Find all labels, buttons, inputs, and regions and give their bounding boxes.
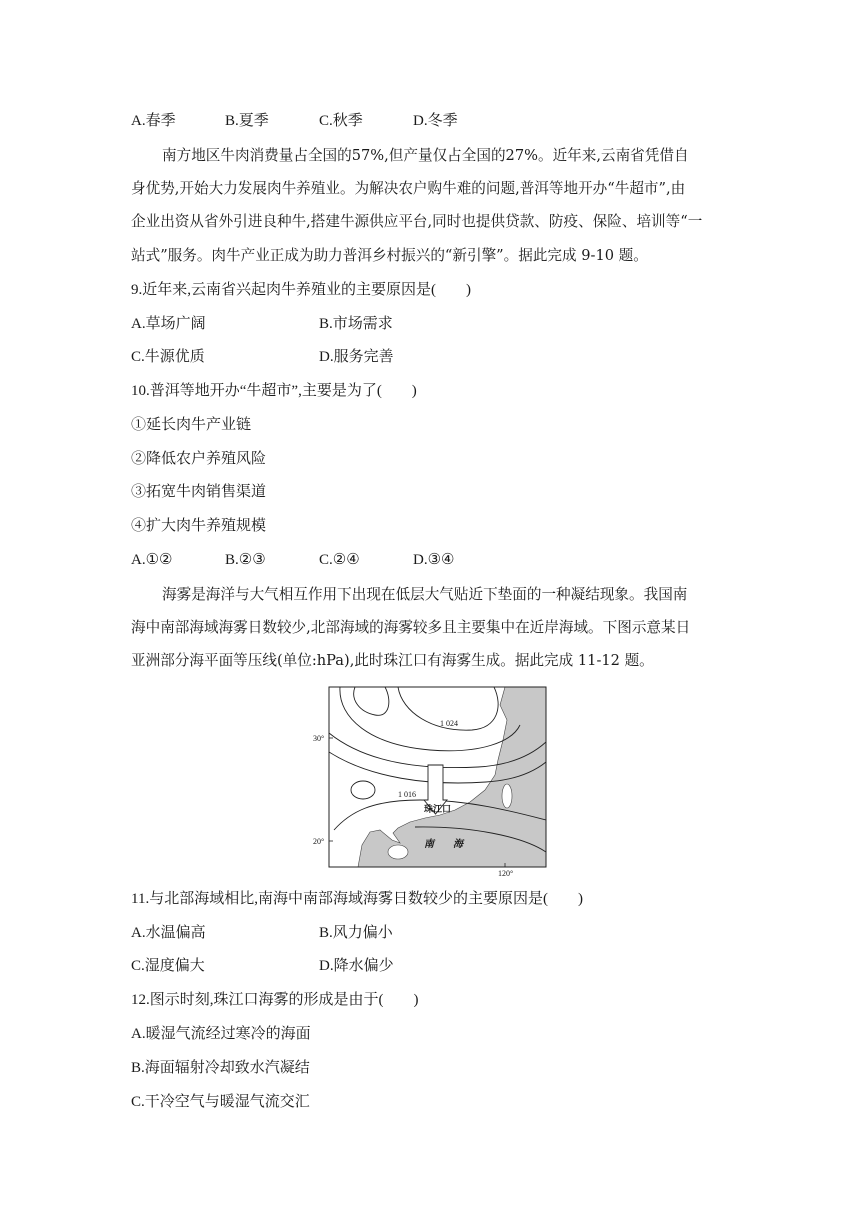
q9-option-a: A.草场广阔 <box>131 316 206 332</box>
q12-option-b: B.海面辐射冷却致水汽凝结 <box>131 1060 310 1076</box>
isobar-map <box>300 680 560 885</box>
q12-option-c: C.干冷空气与暖湿气流交汇 <box>131 1094 310 1110</box>
q10-stem: 10.普洱等地开办“牛超市”,主要是为了( ) <box>131 383 417 399</box>
sea-label-2: 海 <box>453 839 463 850</box>
q10-statement-1: ①延长肉牛产业链 <box>131 417 252 433</box>
isobar-label-1016: 1 016 <box>398 790 416 799</box>
estuary-label: 珠江口 <box>424 804 452 814</box>
q8-option-a: A.春季 <box>131 113 176 129</box>
hainan-island <box>388 845 408 859</box>
q11-option-b: B.风力偏小 <box>319 925 393 941</box>
q8-option-c: C.秋季 <box>319 113 363 129</box>
passage-11-12-line-2: 海中南部海域海雾日数较少,北部海域的海雾较多且主要集中在近岸海域。下图示意某日 <box>131 619 691 636</box>
q12-option-a: A.暖湿气流经过寒冷的海面 <box>131 1026 311 1042</box>
passage-9-10-line-1: 南方地区牛肉消费量占全国的57%,但产量仅占全国的27%。近年来,云南省凭借自 <box>162 147 689 164</box>
passage-11-12-line-3: 亚洲部分海平面等压线(单位:hPa),此时珠江口有海雾生成。据此完成 11-12 题。 <box>131 652 654 669</box>
latitude-label-30: 30° <box>313 734 325 743</box>
q11-stem: 11.与北部海域相比,南海中南部海域海雾日数较少的主要原因是( ) <box>131 891 583 907</box>
passage-11-12-line-1: 海雾是海洋与大气相互作用下出现在低层大气贴近下垫面的一种凝结现象。我国南 <box>162 586 688 603</box>
q11-option-a: A.水温偏高 <box>131 925 206 941</box>
longitude-label-120: 120° <box>498 869 514 878</box>
passage-9-10-line-3: 企业出资从省外引进良种牛,搭建牛源供应平台,同时也提供贷款、防疫、保险、培训等“一 <box>131 213 703 230</box>
q10-option-c: C.②④ <box>319 552 360 568</box>
q8-option-b: B.夏季 <box>225 113 269 129</box>
q10-statement-3: ③拓宽牛肉销售渠道 <box>131 484 267 500</box>
q10-statement-2: ②降低农户养殖风险 <box>131 451 267 467</box>
q10-statement-4: ④扩大肉牛养殖规模 <box>131 518 267 534</box>
q9-option-c: C.牛源优质 <box>131 349 205 365</box>
latitude-label-20: 20° <box>313 837 325 846</box>
q9-stem: 9.近年来,云南省兴起肉牛养殖业的主要原因是( ) <box>131 282 471 298</box>
q11-option-d: D.降水偏少 <box>319 958 394 974</box>
q10-option-b: B.②③ <box>225 552 266 568</box>
taiwan-island <box>502 784 512 808</box>
passage-9-10-line-2: 身优势,开始大力发展肉牛养殖业。为解决农户购牛难的问题,普洱等地开办“牛超市”,由 <box>131 180 686 197</box>
q9-option-d: D.服务完善 <box>319 349 394 365</box>
q12-stem: 12.图示时刻,珠江口海雾的形成是由于( ) <box>131 992 419 1008</box>
sea-label-1: 南 <box>424 839 434 850</box>
isobar-label-1024: 1 024 <box>440 719 458 728</box>
q10-option-d: D.③④ <box>413 552 455 568</box>
q8-option-d: D.冬季 <box>413 113 458 129</box>
q10-option-a: A.①② <box>131 552 173 568</box>
passage-9-10-line-4: 站式”服务。肉牛产业正成为助力普洱乡村振兴的“新引擎”。据此完成 9-10 题。 <box>131 247 648 264</box>
q11-option-c: C.湿度偏大 <box>131 958 205 974</box>
q9-option-b: B.市场需求 <box>319 316 393 332</box>
